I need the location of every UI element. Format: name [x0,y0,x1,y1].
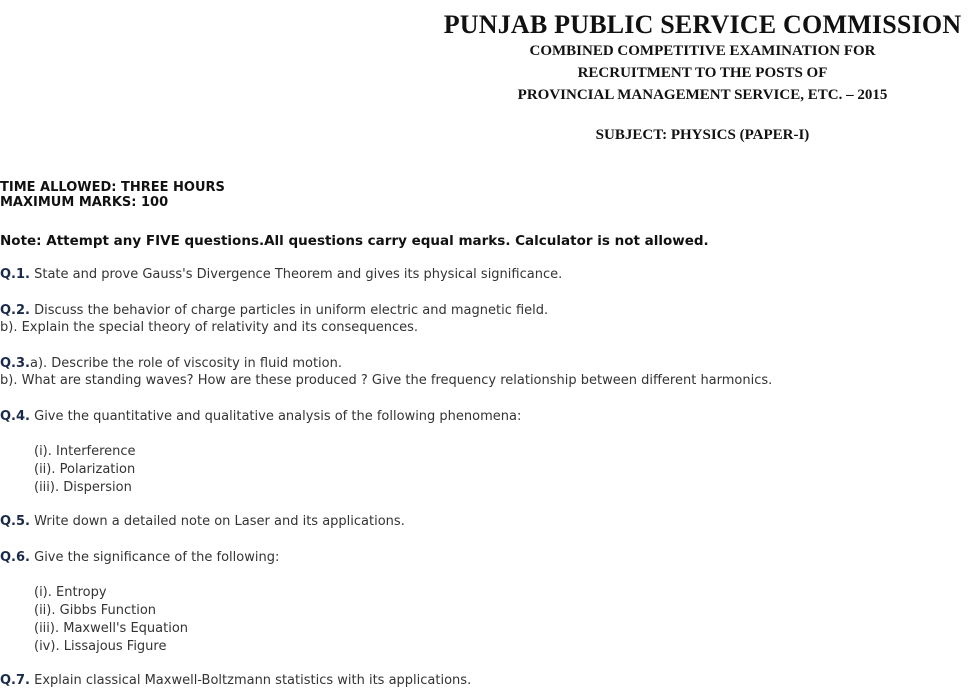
list-item: (ii). Gibbs Function [34,603,157,618]
question-text: Give the quantitative and qualitative analysis of the following phenomena: [29,409,522,424]
question-4-items [0,444,975,495]
list-item: (i). Interference [34,444,136,459]
question-1 [0,267,975,282]
commission-title: PUNJAB PUBLIC SERVICE COMMISSION [443,10,962,39]
question-2-part-b: b). Explain the special theory of relativity and its consequences. [0,320,419,335]
question-number: Q.4. [0,409,30,424]
question-6-items [0,585,975,654]
question-7 [0,673,975,688]
question-number: Q.5. [0,514,30,529]
question-4 [0,409,975,424]
question-number: Q.1. [0,267,30,282]
question-text: a). Describe the role of viscosity in fluid motion. [29,356,342,371]
list-item: (iv). Lissajous Figure [34,639,167,654]
exam-meta [0,180,225,210]
exam-title-line-1: COMBINED COMPETITIVE EXAMINATION FOR [529,43,876,59]
question-6 [0,550,975,565]
list-item: (i). Entropy [34,585,107,600]
exam-note: Note: Attempt any FIVE questions.All questions carry equal marks. Calculator is not allowed. [0,233,709,249]
question-number: Q.6. [0,550,30,565]
question-list [0,267,975,688]
question-text: Explain classical Maxwell-Boltzmann statistics with its applications. [29,673,472,688]
question-3 [0,356,975,371]
list-item: (ii). Polarization [34,462,136,477]
time-allowed: TIME ALLOWED: THREE HOURS [0,180,225,195]
question-text: Write down a detailed note on Laser and its applications. [29,514,405,529]
question-text: State and prove Gauss's Divergence Theorem and gives its physical significance. [29,267,563,282]
question-3-part-b: b). What are standing waves? How are these produced ? Give the frequency relationship between different harmonics. [0,373,773,388]
list-item: (iii). Dispersion [34,480,132,495]
exam-title-line-3: PROVINCIAL MANAGEMENT SERVICE, ETC. – 2015 [517,87,888,103]
question-number: Q.3. [0,356,30,371]
question-number: Q.7. [0,673,30,688]
subject-title: SUBJECT: PHYSICS (PAPER-I) [595,127,810,143]
maximum-marks: MAXIMUM MARKS: 100 [0,195,169,210]
exam-header [430,0,975,146]
question-5 [0,514,975,529]
list-item: (iii). Maxwell's Equation [34,621,189,636]
question-2 [0,303,975,318]
exam-title-line-2: RECRUITMENT TO THE POSTS OF [577,65,828,81]
question-text: Give the significance of the following: [29,550,280,565]
question-number: Q.2. [0,303,30,318]
question-text: Discuss the behavior of charge particles in uniform electric and magnetic field. [29,303,549,318]
